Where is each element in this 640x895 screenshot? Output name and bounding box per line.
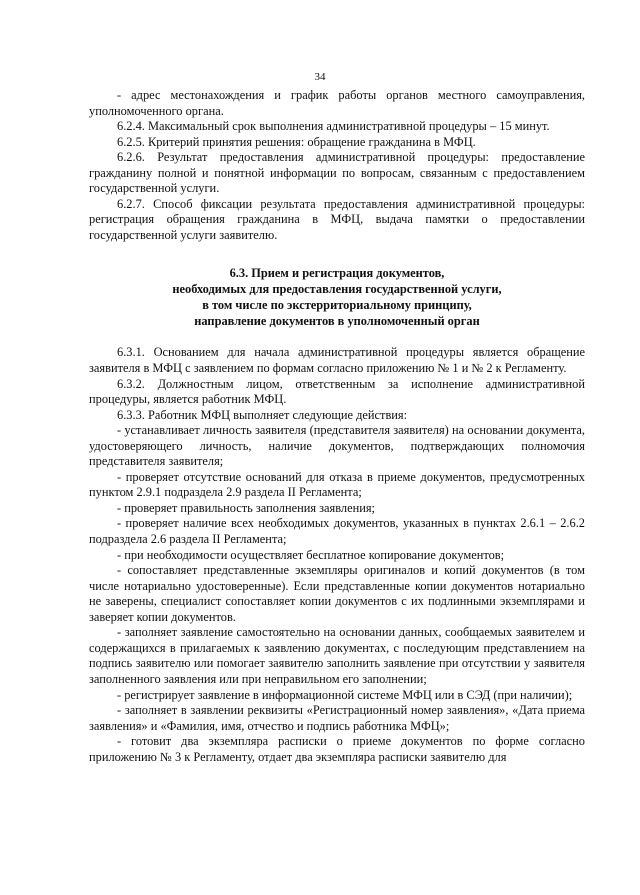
list-item-requisites: - заполняет в заявлении реквизиты «Регистрационный номер заявления», «Дата приема заявления» и «Фамилия, имя, отчество и подпись работника МФЦ»; [89, 703, 585, 733]
page-number: 34 [314, 71, 326, 83]
paragraph-6-3-3: 6.3.3. Работник МФЦ выполняет следующие действия: [117, 407, 408, 422]
paragraph-6-3-1: 6.3.1. Основанием для начала административной процедуры является обращение заявителя в МФЦ с заявлением по формам согласно приложению № 1 и № 2 к Регламенту. [89, 345, 585, 376]
paragraph-6-2-5: 6.2.5. Критерий принятия решения: обращение гражданина в МФЦ. [117, 134, 476, 149]
paragraph-6-2-6: 6.2.6. Результат предоставления административной процедуры: предоставление гражданину полной и понятной информации по вопросам, связанным с предоставлением государственной услуги. [89, 150, 585, 196]
paragraph-6-2-4: 6.2.4. Максимальный срок выполнения административной процедуры – 15 минут. [117, 119, 550, 134]
heading-line: необходимых для предоставления государственной услуги, [172, 282, 502, 297]
paragraph-6-3-2: 6.3.2. Должностным лицом, ответственным за исполнение административной процедуры, является работник МФЦ. [89, 376, 585, 407]
section-6-3-heading [89, 265, 585, 329]
list-item-copying: - при необходимости осуществляет бесплатное копирование документов; [117, 547, 505, 562]
list-item-identity: - устанавливает личность заявителя (представителя заявителя) на основании документа, удостоверяющего личность, наличие документов, подтверждающих полномочия представителя заявителя; [89, 423, 585, 469]
list-item-check-documents: - проверяет наличие всех необходимых документов, указанных в пунктах 2.6.1 – 2.6.2 подраздела 2.6 раздела II Регламента; [89, 516, 585, 547]
document-body [89, 88, 585, 765]
list-item-register: - регистрирует заявление в информационной системе МФЦ или в СЭД (при наличии); [117, 687, 573, 702]
list-item-fill-application: - заполняет заявление самостоятельно на основании данных, сообщаемых заявителем и содержащихся в прилагаемых к заявлению документах, с последующим представлением на подпись заявителю или помогает заявителю заполнить заявление при отсутствии у заявителя заполненного заявления или при неправильном его заполнении; [89, 625, 585, 686]
heading-line: в том числе по экстерриториальному принципу, [202, 298, 472, 313]
list-item-compare-copies: - сопоставляет представленные экземпляры оригиналов и копий документов (в том числе нотариально удостоверенные). Если представленные копии документов нотариально не заверены, специалист сопоставляет копии документов с их подлинными экземплярами и заверяет копии документов. [89, 563, 585, 624]
heading-line: 6.3. Прием и регистрация документов, [229, 266, 445, 281]
paragraph-6-2-7: 6.2.7. Способ фиксации результата предоставления административной процедуры: регистрация обращения гражданина в МФЦ, выдача памятки о предоставлении государственной услуги заявителю. [89, 196, 585, 242]
heading-line: направление документов в уполномоченный орган [194, 314, 480, 329]
paragraph-address-item: - адрес местонахождения и график работы органов местного самоуправления, уполномоченного органа. [89, 88, 585, 118]
list-item-check-form: - проверяет правильность заполнения заявления; [117, 500, 376, 515]
list-item-refusal-grounds: - проверяет отсутствие оснований для отказа в приеме документов, предусмотренных пунктом 2.9.1 подраздела 2.9 раздела II Регламента; [89, 469, 585, 500]
list-item-receipt: - готовит два экземпляра расписки о приеме документов по форме согласно приложению № 3 к Регламенту, отдает два экземпляра расписки заявителю для [89, 734, 585, 764]
